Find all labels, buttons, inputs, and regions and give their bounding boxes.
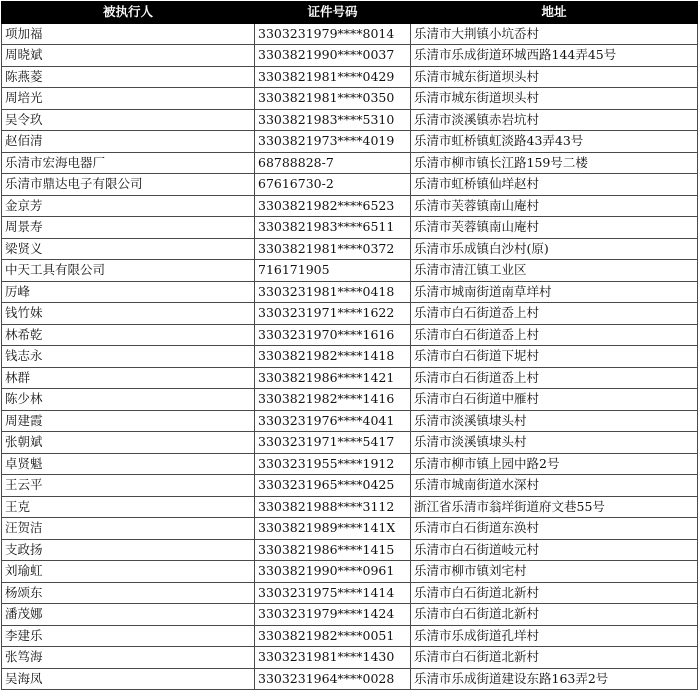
table-row [2,152,698,174]
table-row [2,389,698,411]
cell-address: 乐清市柳市镇上园中路2号 [411,453,698,475]
cell-id-number: 3303231981****0418 [255,281,411,303]
cell-debtor: 王克 [2,496,255,518]
cell-id-number: 3303231965****0425 [255,475,411,497]
table-row [2,453,698,475]
cell-id-number: 3303821986****1415 [255,539,411,561]
cell-id-number: 3303821973****4019 [255,131,411,153]
table-row [2,217,698,239]
cell-address: 乐清市白石街道岙上村 [411,367,698,389]
cell-id-number: 3303231971****1622 [255,303,411,325]
table-row [2,23,698,45]
cell-id-number: 716171905 [255,260,411,282]
cell-id-number: 3303231979****1424 [255,604,411,626]
cell-debtor: 梁贤义 [2,238,255,260]
cell-address: 乐清市清江镇工业区 [411,260,698,282]
cell-id-number: 3303231971****5417 [255,432,411,454]
table-row [2,410,698,432]
cell-address: 乐清市淡溪镇埭头村 [411,432,698,454]
cell-debtor: 林群 [2,367,255,389]
cell-debtor: 汪贺洁 [2,518,255,540]
cell-debtor: 刘瑜虹 [2,561,255,583]
cell-debtor: 吴令玖 [2,109,255,131]
cell-address: 乐清市大荆镇小坑岙村 [411,23,698,45]
cell-debtor: 潘茂娜 [2,604,255,626]
cell-address: 乐清市乐成镇白沙村(原) [411,238,698,260]
cell-id-number: 3303821990****0961 [255,561,411,583]
cell-address: 乐清市乐成街道环城西路144弄45号 [411,45,698,67]
cell-debtor: 厉峰 [2,281,255,303]
table-row [2,195,698,217]
table-row [2,346,698,368]
cell-debtor: 赵佰清 [2,131,255,153]
cell-id-number: 3303821989****141X [255,518,411,540]
cell-address: 乐清市乐成街道孔垟村 [411,625,698,647]
cell-id-number: 3303821983****6511 [255,217,411,239]
cell-id-number: 68788828-7 [255,152,411,174]
table-header-row [2,2,698,24]
table-row [2,539,698,561]
cell-debtor: 周晓斌 [2,45,255,67]
cell-id-number: 3303821988****3112 [255,496,411,518]
cell-id-number: 3303821981****0350 [255,88,411,110]
cell-debtor: 杨颂东 [2,582,255,604]
cell-debtor: 乐清市宏海电器厂 [2,152,255,174]
cell-debtor: 周建霞 [2,410,255,432]
table-row [2,131,698,153]
cell-address: 乐清市淡溪镇埭头村 [411,410,698,432]
cell-id-number: 3303821990****0037 [255,45,411,67]
cell-debtor: 金京芳 [2,195,255,217]
table-row [2,496,698,518]
cell-id-number: 3303821983****5310 [255,109,411,131]
cell-address: 乐清市芙蓉镇南山庵村 [411,195,698,217]
cell-debtor: 张朝斌 [2,432,255,454]
table-row [2,367,698,389]
cell-id-number: 3303231955****1912 [255,453,411,475]
cell-id-number: 3303231970****1616 [255,324,411,346]
table-row [2,604,698,626]
cell-address: 乐清市白石街道东涣村 [411,518,698,540]
header-id-number: 证件号码 [255,2,411,24]
cell-address: 乐清市白石街道岐元村 [411,539,698,561]
cell-address: 乐清市白石街道北新村 [411,604,698,626]
cell-id-number: 67616730-2 [255,174,411,196]
table-row [2,625,698,647]
debtor-table [1,1,698,690]
cell-debtor: 李建乐 [2,625,255,647]
cell-address: 乐清市城东街道坝头村 [411,66,698,88]
cell-debtor: 乐清市鼎达电子有限公司 [2,174,255,196]
cell-debtor: 陈少林 [2,389,255,411]
cell-address: 乐清市白石街道北新村 [411,582,698,604]
cell-id-number: 3303821982****0051 [255,625,411,647]
table-row [2,324,698,346]
cell-address: 乐清市虹桥镇虹淡路43弄43号 [411,131,698,153]
table-row [2,281,698,303]
cell-id-number: 3303821981****0429 [255,66,411,88]
cell-id-number: 3303231964****0028 [255,668,411,690]
table-row [2,582,698,604]
cell-debtor: 周景寿 [2,217,255,239]
cell-id-number: 3303821986****1421 [255,367,411,389]
table-row [2,668,698,690]
cell-id-number: 3303231979****8014 [255,23,411,45]
cell-address: 乐清市白石街道下坭村 [411,346,698,368]
cell-id-number: 3303231976****4041 [255,410,411,432]
table-row [2,647,698,669]
header-address: 地址 [411,2,698,24]
cell-address: 乐清市柳市镇刘宅村 [411,561,698,583]
table-row [2,432,698,454]
header-debtor: 被执行人 [2,2,255,24]
cell-address: 乐清市虹桥镇仙垟赵村 [411,174,698,196]
table-row [2,45,698,67]
cell-id-number: 3303231981****1430 [255,647,411,669]
cell-debtor: 周培光 [2,88,255,110]
cell-address: 乐清市乐成街道建设东路163弄2号 [411,668,698,690]
table-row [2,109,698,131]
cell-id-number: 3303821982****6523 [255,195,411,217]
table-row [2,174,698,196]
cell-debtor: 张笃海 [2,647,255,669]
cell-id-number: 3303231975****1414 [255,582,411,604]
table-row [2,88,698,110]
cell-debtor: 王云平 [2,475,255,497]
cell-debtor: 项加福 [2,23,255,45]
cell-address: 乐清市淡溪镇赤岩坑村 [411,109,698,131]
cell-debtor: 吴海凤 [2,668,255,690]
table-row [2,66,698,88]
cell-debtor: 林希乾 [2,324,255,346]
cell-id-number: 3303821981****0372 [255,238,411,260]
table-row [2,260,698,282]
table-row [2,475,698,497]
cell-id-number: 3303821982****1418 [255,346,411,368]
cell-debtor: 钱志永 [2,346,255,368]
cell-address: 乐清市白石街道岙上村 [411,324,698,346]
cell-debtor: 钱竹妹 [2,303,255,325]
cell-debtor: 支政扬 [2,539,255,561]
cell-address: 乐清市白石街道岙上村 [411,303,698,325]
table-row [2,518,698,540]
cell-debtor: 卓贤魁 [2,453,255,475]
cell-address: 乐清市白石街道中雁村 [411,389,698,411]
table-row [2,238,698,260]
table-body [2,23,698,690]
cell-address: 浙江省乐清市翁垟街道府文巷55号 [411,496,698,518]
cell-debtor: 中天工具有限公司 [2,260,255,282]
cell-address: 乐清市白石街道北新村 [411,647,698,669]
cell-id-number: 3303821982****1416 [255,389,411,411]
document-page [1,1,698,690]
cell-address: 乐清市芙蓉镇南山庵村 [411,217,698,239]
table-row [2,303,698,325]
cell-address: 乐清市城南街道水深村 [411,475,698,497]
table-row [2,561,698,583]
cell-address: 乐清市柳市镇长江路159号二楼 [411,152,698,174]
cell-debtor: 陈燕菱 [2,66,255,88]
cell-address: 乐清市城南街道南草垟村 [411,281,698,303]
cell-address: 乐清市城东街道坝头村 [411,88,698,110]
